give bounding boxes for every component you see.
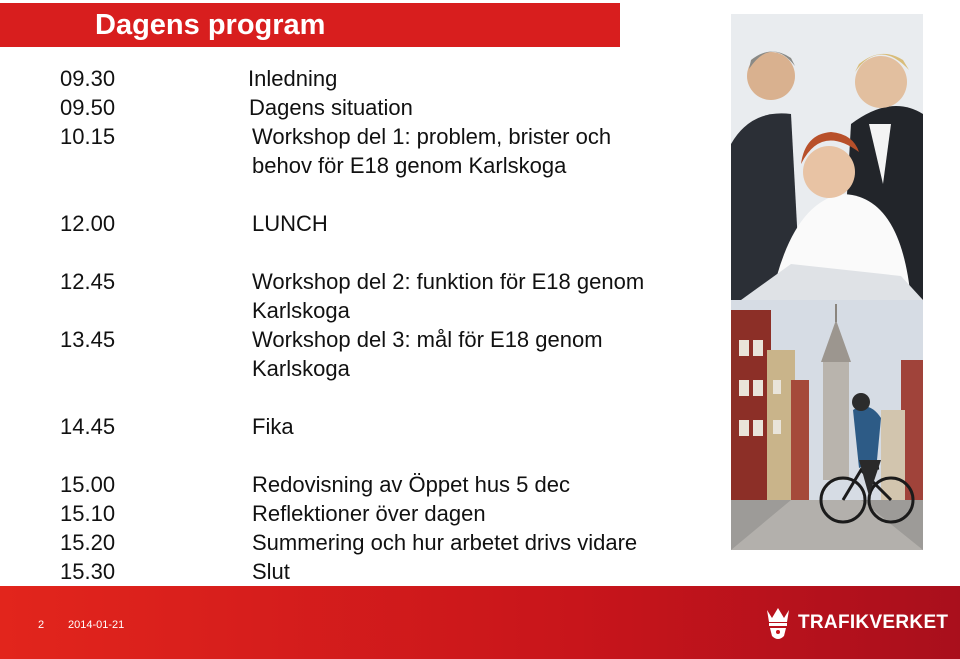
agenda-text: Inledning [248,66,338,91]
crown-icon [762,604,794,644]
street-illustration [731,300,923,550]
agenda-text: Workshop del 3: mål för E18 genom Karlskoga [252,327,603,381]
agenda-time: 10.15 [60,124,116,149]
agenda-text: Fika [252,414,294,439]
agenda-row [0,325,720,383]
agenda-row [0,499,720,528]
agenda-row [0,93,720,122]
title-bar [0,3,620,47]
page-number: 2 [38,619,45,631]
agenda-text: LUNCH [252,211,328,236]
logo-text: TRAFIKVERKET [798,612,949,633]
agenda-text: Dagens situation [249,95,413,120]
agenda-text: Slut [252,559,290,584]
agenda-time: 15.30 [60,559,116,584]
agenda-row [0,557,720,586]
page-title: Dagens program [95,9,326,41]
agenda-text: Summering och hur arbetet drivs vidare [252,530,638,555]
agenda-text: Redovisning av Öppet hus 5 dec [252,472,570,497]
agenda-time: 15.20 [60,530,116,555]
agenda-time: 09.50 [60,95,116,120]
agenda-time: 12.45 [60,269,116,294]
agenda-time: 13.45 [60,327,116,352]
agenda-row [0,412,720,441]
agenda-text: Workshop del 2: funktion för E18 genom Karlskoga [252,269,645,323]
agenda-spacer [0,383,720,412]
agenda-time: 12.00 [60,211,116,236]
agenda-time: 09.30 [60,66,116,91]
agenda-list [0,64,720,586]
trafikverket-logo [762,604,949,644]
meeting-photo [731,14,923,300]
footer-date: 2014-01-21 [68,619,125,631]
agenda-spacer [0,180,720,209]
agenda-row [0,122,720,180]
agenda-row [0,528,720,557]
agenda-text: Workshop del 1: problem, brister och behov för E18 genom Karlskoga [252,124,612,178]
agenda-text: Reflektioner över dagen [252,501,486,526]
footer-bar [0,586,960,659]
agenda-time: 15.00 [60,472,116,497]
agenda-time: 15.10 [60,501,116,526]
meeting-illustration [731,14,923,300]
agenda-spacer [0,441,720,470]
street-cyclist-photo [731,300,923,550]
agenda-row [0,64,720,93]
agenda-row [0,267,720,325]
agenda-time: 14.45 [60,414,116,439]
agenda-row [0,470,720,499]
agenda-row [0,209,720,238]
agenda-spacer [0,238,720,267]
